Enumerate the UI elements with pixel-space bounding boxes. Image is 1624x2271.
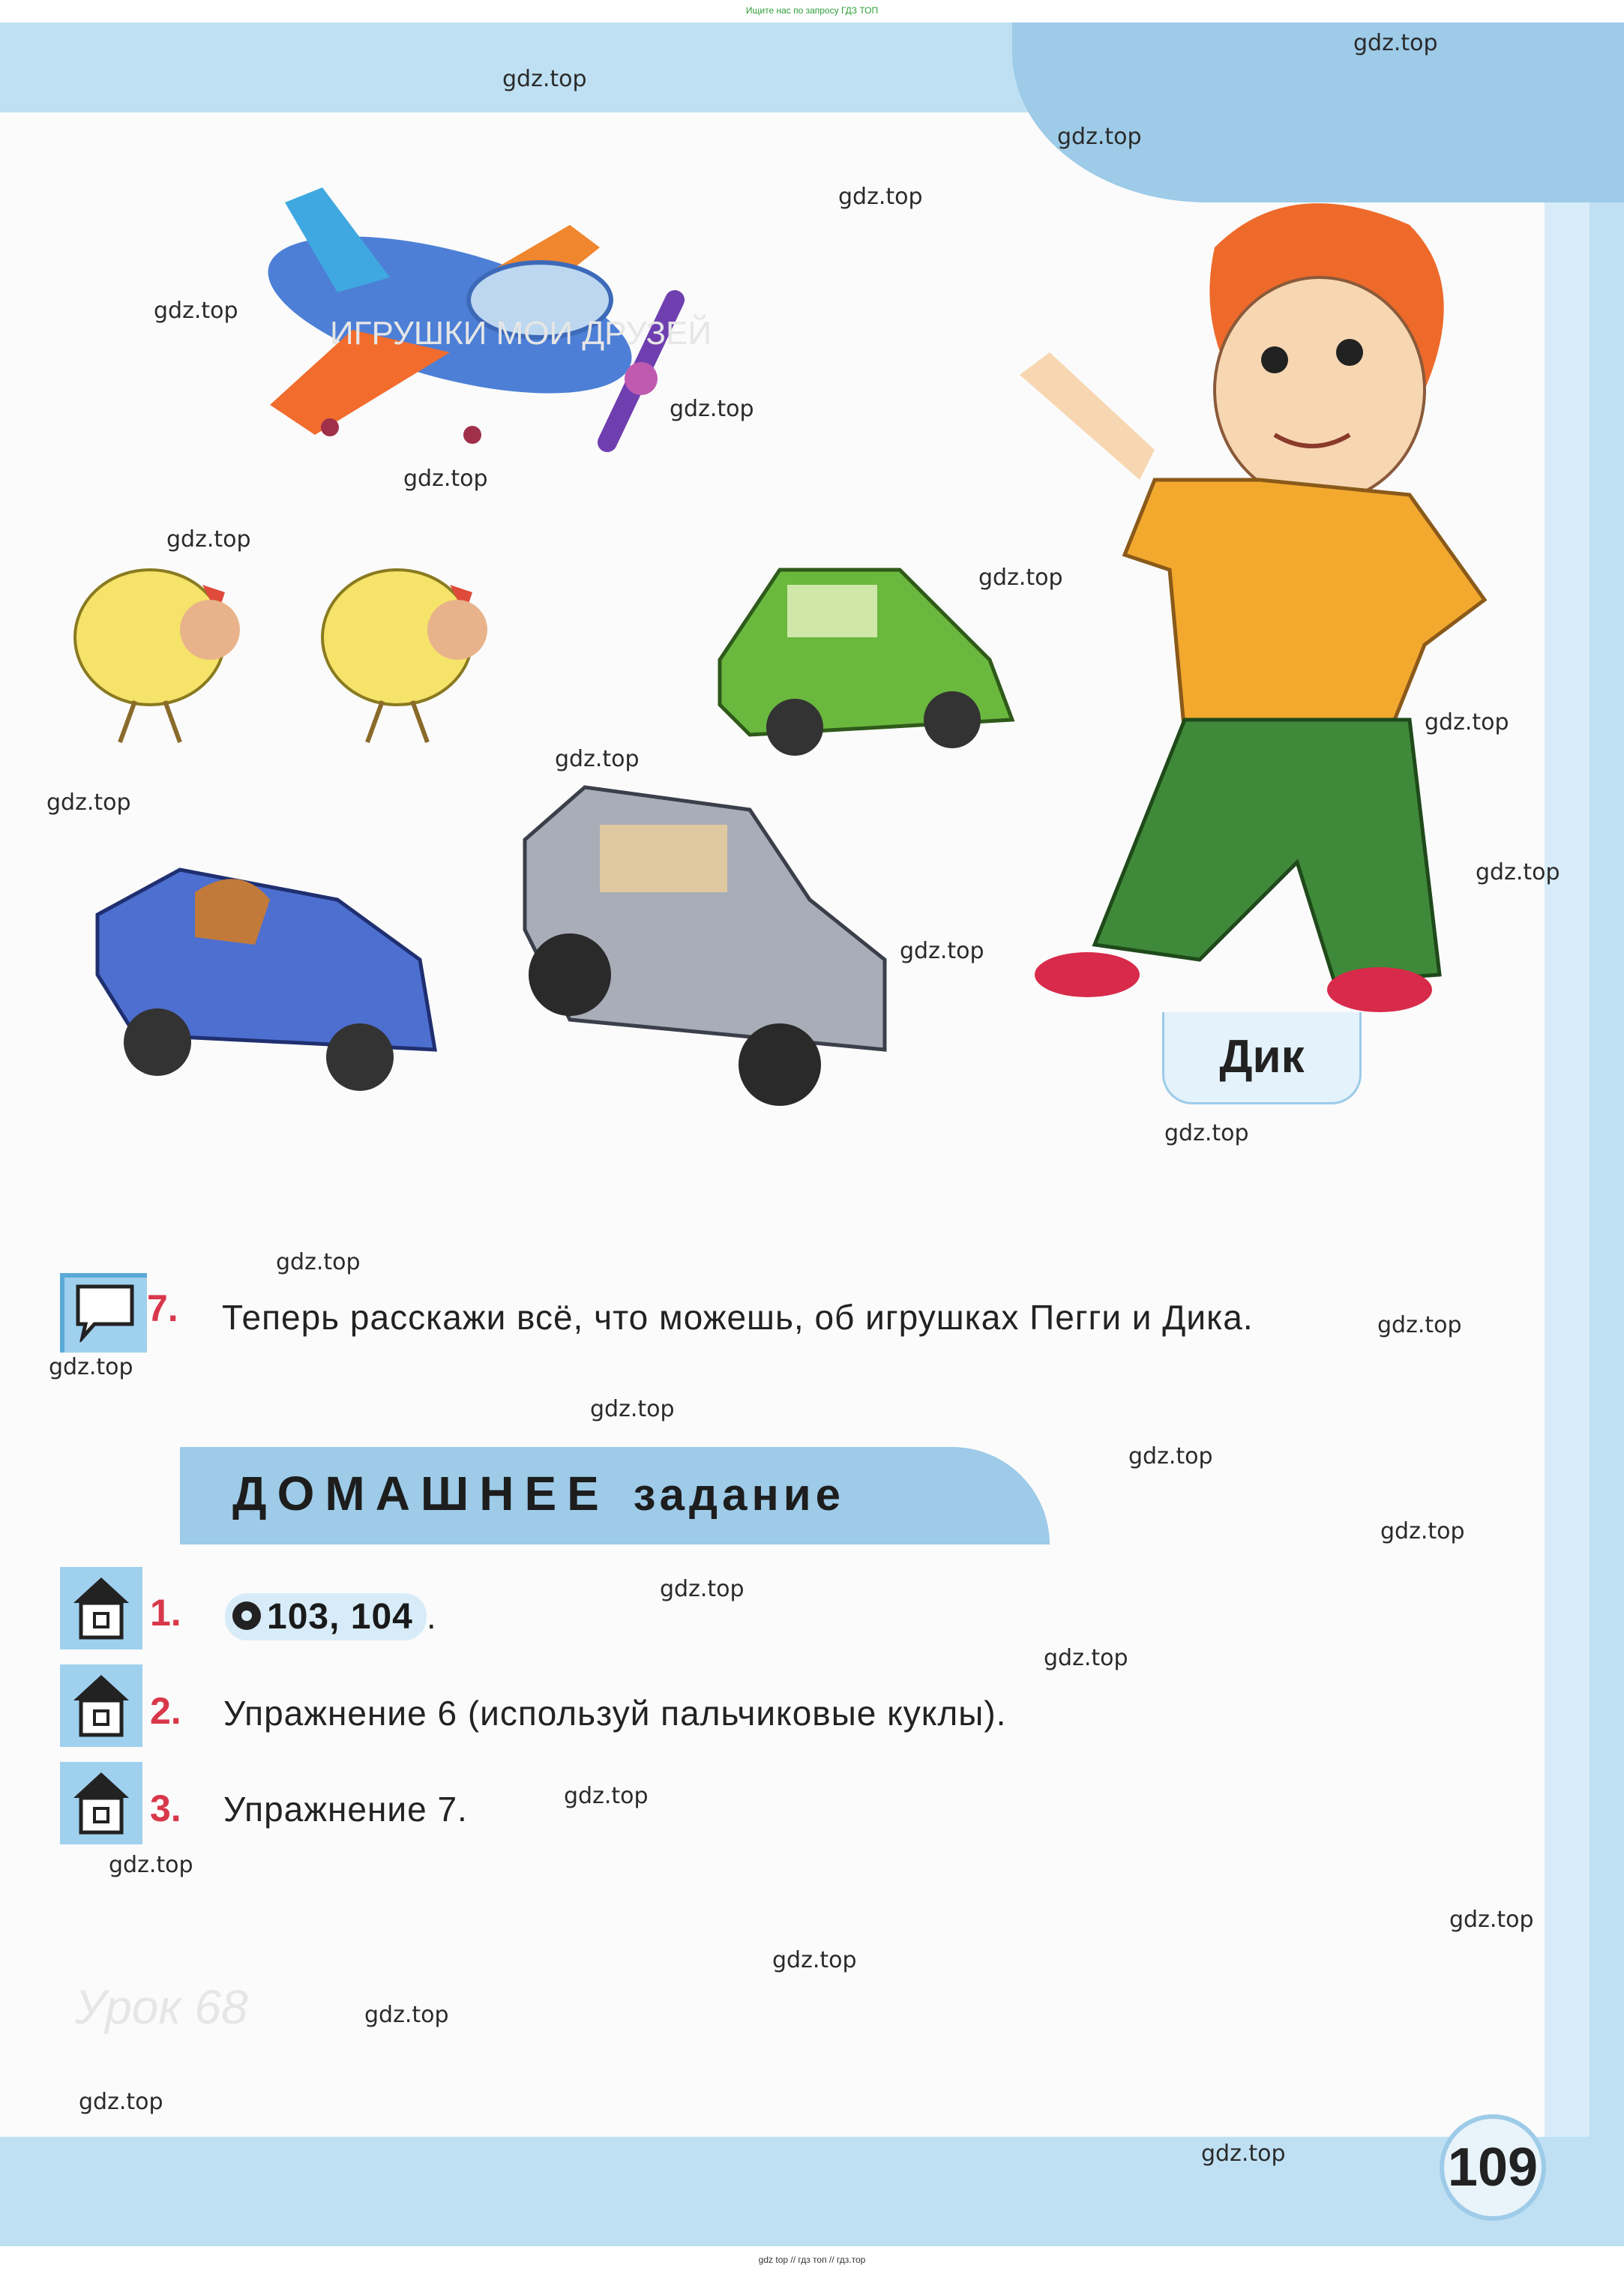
chick-icon [75,570,240,742]
boy-dik-illustration [1020,203,1485,1012]
chick-icon [322,570,487,742]
watermark: gdz.top [276,1249,361,1275]
task-7-number: 7. [147,1287,178,1329]
cd-icon [232,1601,261,1630]
watermark: gdz.top [1057,124,1142,150]
vintage-car-icon [525,787,885,1106]
homework-title-word2: задание [633,1470,845,1520]
homework-1-text [225,1593,437,1640]
watermark: gdz.top [900,938,984,964]
homework-1-suffix: . [426,1597,437,1636]
top-banner: Ищите нас по запросу ГДЗ ТОП [745,5,879,16]
watermark: gdz.top [1164,1120,1249,1146]
watermark: gdz.top [46,789,131,816]
watermark: gdz.top [403,466,488,492]
watermark: gdz.top [166,526,251,553]
watermark: gdz.top [1128,1443,1213,1470]
watermark: gdz.top [109,1852,193,1878]
watermark: gdz.top [1377,1312,1462,1338]
watermark: gdz.top [978,565,1063,591]
watermark: gdz.top [564,1783,649,1809]
watermark: gdz.top [79,2089,163,2115]
homework-3-number: 3. [150,1787,181,1829]
task-7-text: Теперь расскажи всё, что можешь, об игрушках Пегги и Дика. [222,1298,1254,1337]
homework-title-word1: ДОМАШНЕЕ [232,1467,610,1520]
watermark: gdz.top [1353,30,1438,56]
watermark: gdz.top [1201,2141,1286,2167]
watermark: gdz.top [49,1354,133,1380]
watermark: gdz.top [1425,709,1509,736]
homework-2-number: 2. [150,1690,181,1732]
house-icon [60,1664,142,1747]
watermark: gdz.top [555,746,640,772]
watermark: gdz.top [1044,1645,1128,1671]
house-icon [60,1567,142,1649]
watermark: gdz.top [590,1396,675,1422]
green-car-icon [720,570,1012,756]
watermark: gdz.top [1476,859,1560,885]
task-7-marker [51,1267,201,1350]
character-nameplate [1162,1012,1362,1104]
watermark: gdz.top [1380,1518,1465,1544]
homework-2-text: Упражнение 6 (используй пальчиковые куклы). [223,1694,1007,1733]
watermark: gdz.top [670,396,754,422]
watermark: gdz.top [772,1947,857,1973]
watermark: gdz.top [502,66,587,92]
cd-reference-badge [225,1593,427,1640]
watermark: gdz.top [838,184,923,210]
character-name: Дик [1219,1031,1305,1083]
faded-lesson-text: Урок 68 [75,1980,248,2034]
speech-bubble-icon [60,1273,147,1353]
blue-car-icon [97,870,435,1091]
homework-1-number: 1. [150,1592,181,1634]
page-number: 109 [1440,2114,1546,2221]
watermark: gdz.top [660,1576,745,1602]
watermark: gdz.top [1449,1907,1534,1933]
house-icon [60,1762,142,1844]
faded-background-text: ИГРУШКИ МОИ ДРУЗЕЙ [330,315,712,352]
watermark: gdz.top [364,2002,449,2028]
cd-tracks: 103, 104 [267,1597,413,1637]
homework-3-text: Упражнение 7. [223,1790,468,1829]
bottom-banner: gdz top // гдз топ // гдз.тор [758,2255,866,2265]
watermark: gdz.top [154,298,238,324]
homework-title [232,1466,845,1521]
